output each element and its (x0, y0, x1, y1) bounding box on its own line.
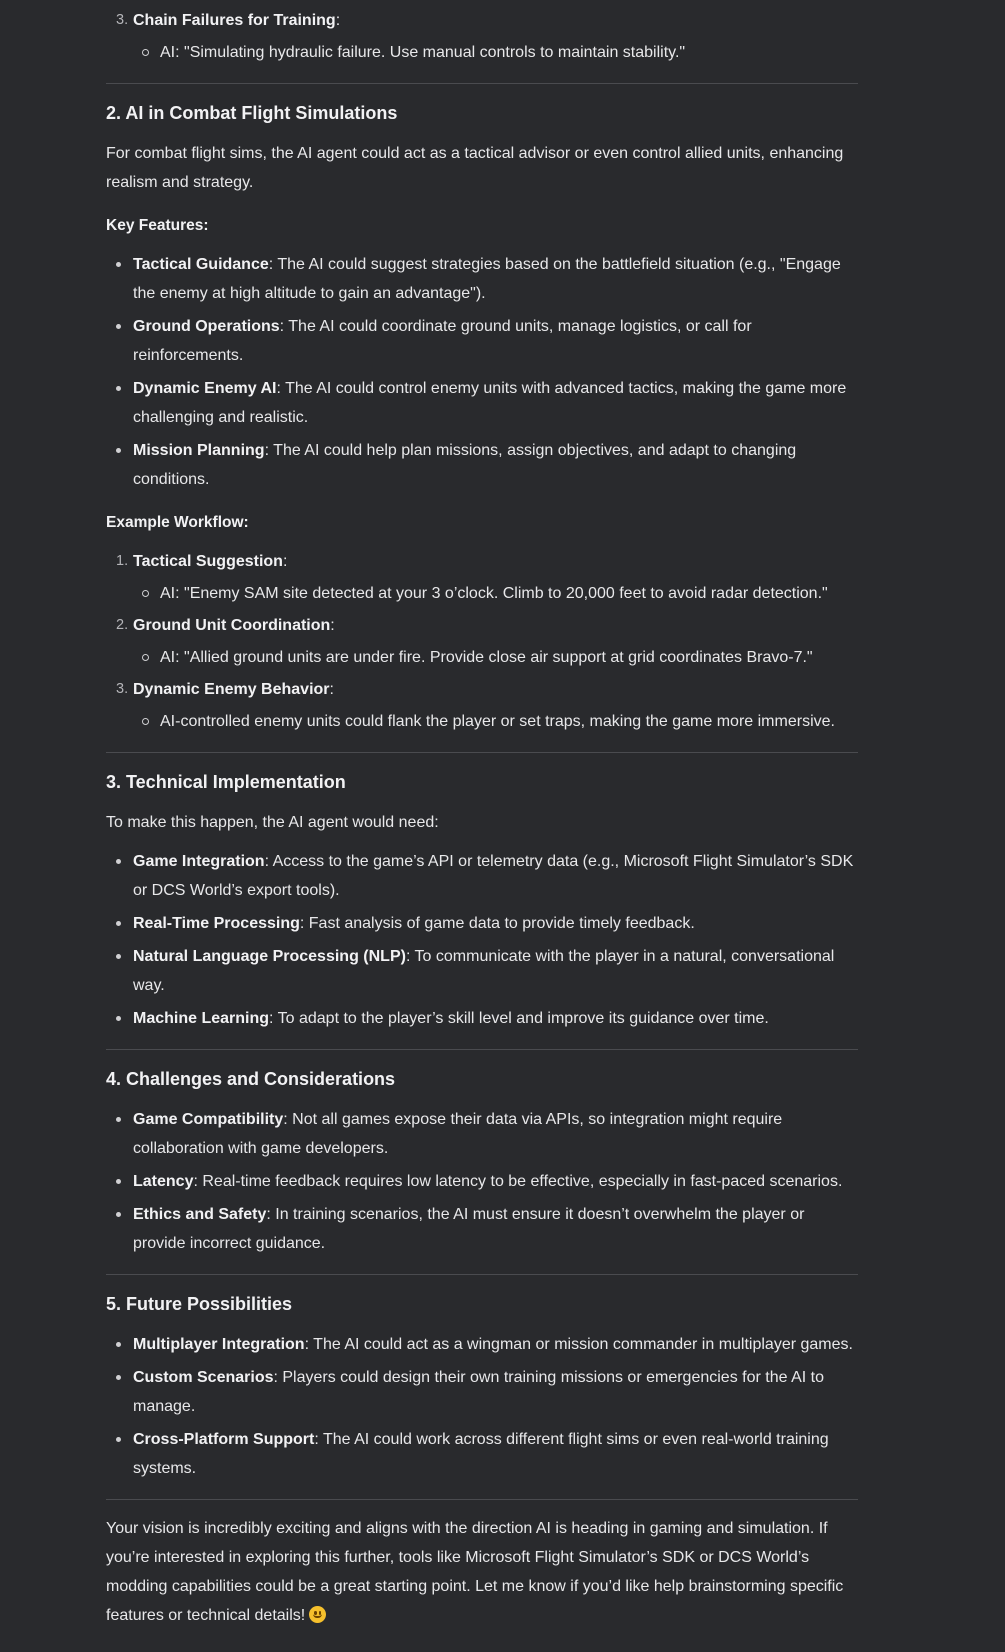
divider (106, 1274, 858, 1275)
list-item (106, 909, 858, 938)
sub-list (133, 643, 858, 672)
item-title: Multiplayer Integration (133, 1336, 305, 1353)
list-item (106, 374, 858, 432)
item-title: Custom Scenarios (133, 1369, 274, 1386)
requirements-list (106, 847, 858, 1033)
list-item (106, 1330, 858, 1359)
sub-list (133, 38, 858, 67)
item-title: Ground Unit Coordination (133, 617, 331, 634)
section-heading: 2. AI in Combat Flight Simulations (106, 103, 398, 123)
list-item (106, 250, 858, 308)
item-title: Ground Operations (133, 318, 280, 335)
message-content (106, 6, 858, 1630)
item-title: Natural Language Processing (NLP) (133, 948, 406, 965)
item-title: Real-Time Processing (133, 915, 300, 932)
divider (106, 1049, 858, 1050)
section-heading: 3. Technical Implementation (106, 772, 346, 792)
item-title: Ethics and Safety (133, 1206, 267, 1223)
item-title: Tactical Guidance (133, 256, 269, 273)
features-list (106, 250, 858, 494)
section-intro: To make this happen, the AI agent would need: (106, 814, 439, 831)
subheading: Example Workflow: (106, 514, 249, 531)
list-item: 1. Tactical Suggestion: AI: "Enemy SAM site detected at your 3 o’clock. Climb to 20,000 feet to avoid radar detection." (106, 547, 858, 608)
list-item (106, 1105, 858, 1163)
closing-paragraph (106, 1514, 858, 1630)
item-title: Game Integration (133, 853, 265, 870)
list-number: 3. (116, 681, 129, 697)
item-text: : In training scenarios, the AI must ensure it doesn’t overwhelm the player or provide incorrect guidance. (133, 1206, 805, 1252)
list-item: 3. Dynamic Enemy Behavior: AI-controlled enemy units could flank the player or set traps, making the game more immersive. (106, 675, 858, 736)
list-item: 3. Chain Failures for Training: AI: "Simulating hydraulic failure. Use manual controls to maintain stability." (106, 6, 858, 67)
item-title: Latency (133, 1173, 194, 1190)
item-text: : Fast analysis of game data to provide timely feedback. (299, 915, 695, 932)
divider (106, 1499, 858, 1500)
item-title: Cross-Platform Support (133, 1431, 315, 1448)
training-list (106, 6, 858, 67)
subheading: Key Features: (106, 217, 209, 234)
item-text: : Access to the game’s API or telemetry data (e.g., Microsoft Flight Simulator’s SDK or DCS World’s export tools). (133, 853, 854, 899)
list-number: 2. (116, 617, 129, 633)
item-text: : Not all games expose their data via APIs, so integration might require collaboration with game developers. (133, 1111, 783, 1157)
closing-text: Your vision is incredibly exciting and aligns with the direction AI is heading in gaming and simulation. If you’re interested in exploring this further, tools like Microsoft Flight Simulator’s SDK or DCS World’s modding capabilities could be a great starting point. Let me know if you’d like help brainstorming specific features or technical details! (106, 1520, 844, 1624)
item-text: : Players could design their own training missions or emergencies for the AI to manage. (133, 1369, 824, 1415)
item-text: : To communicate with the player in a natural, conversational way. (133, 948, 835, 994)
list-number: 3. (116, 12, 129, 28)
item-text: : The AI could act as a wingman or mission commander in multiplayer games. (304, 1336, 853, 1353)
list-item (106, 1167, 858, 1196)
item-title: Tactical Suggestion (133, 553, 283, 570)
sub-list (133, 707, 858, 736)
section-heading: 5. Future Possibilities (106, 1294, 293, 1314)
item-title: Dynamic Enemy AI (133, 380, 277, 397)
workflow-list (106, 547, 858, 736)
item-title: Game Compatibility (133, 1111, 284, 1128)
sub-list-item: AI: "Enemy SAM site detected at your 3 o’clock. Climb to 20,000 feet to avoid radar detection." (133, 579, 858, 608)
list-item (106, 1200, 858, 1258)
sub-list-item: AI-controlled enemy units could flank the player or set traps, making the game more immersive. (133, 707, 858, 736)
sub-list-item: AI: "Allied ground units are under fire. Provide close air support at grid coordinates Bravo-7." (133, 643, 858, 672)
item-text: : Real-time feedback requires low latency to be effective, especially in fast-paced scenarios. (193, 1173, 843, 1190)
list-item (106, 1363, 858, 1421)
list-item (106, 436, 858, 494)
smiling-face-icon (309, 1606, 326, 1623)
divider (106, 83, 858, 84)
item-text: : The AI could help plan missions, assign objectives, and adapt to changing conditions. (133, 442, 797, 488)
item-title: Dynamic Enemy Behavior (133, 681, 330, 698)
item-title: Chain Failures for Training (133, 12, 336, 29)
sub-list-item: AI: "Simulating hydraulic failure. Use manual controls to maintain stability." (133, 38, 858, 67)
item-text: : To adapt to the player’s skill level and improve its guidance over time. (269, 1010, 769, 1027)
list-number: 1. (116, 553, 129, 569)
list-item (106, 1004, 858, 1033)
list-item: 2. Ground Unit Coordination: AI: "Allied ground units are under fire. Provide close air support at grid coordinates Bravo-7." (106, 611, 858, 672)
item-text: : The AI could control enemy units with advanced tactics, making the game more challenging and realistic. (133, 380, 847, 426)
section-intro: For combat flight sims, the AI agent could act as a tactical advisor or even control allied units, enhancing realism and strategy. (106, 145, 844, 191)
sub-list (133, 579, 858, 608)
item-title: Mission Planning (133, 442, 265, 459)
item-text: : The AI could suggest strategies based on the battlefield situation (e.g., "Engage the enemy at high altitude to gain an advantage"). (133, 256, 841, 302)
section-heading: 4. Challenges and Considerations (106, 1069, 396, 1089)
list-item (106, 312, 858, 370)
list-item (106, 1425, 858, 1483)
item-title: Machine Learning (133, 1010, 270, 1027)
possibilities-list (106, 1330, 858, 1483)
list-item (106, 942, 858, 1000)
item-text: : The AI could work across different flight sims or even real-world training systems. (133, 1431, 829, 1477)
divider (106, 752, 858, 753)
item-text: : The AI could coordinate ground units, manage logistics, or call for reinforcements. (133, 318, 752, 364)
challenges-list (106, 1105, 858, 1258)
list-item (106, 847, 858, 905)
